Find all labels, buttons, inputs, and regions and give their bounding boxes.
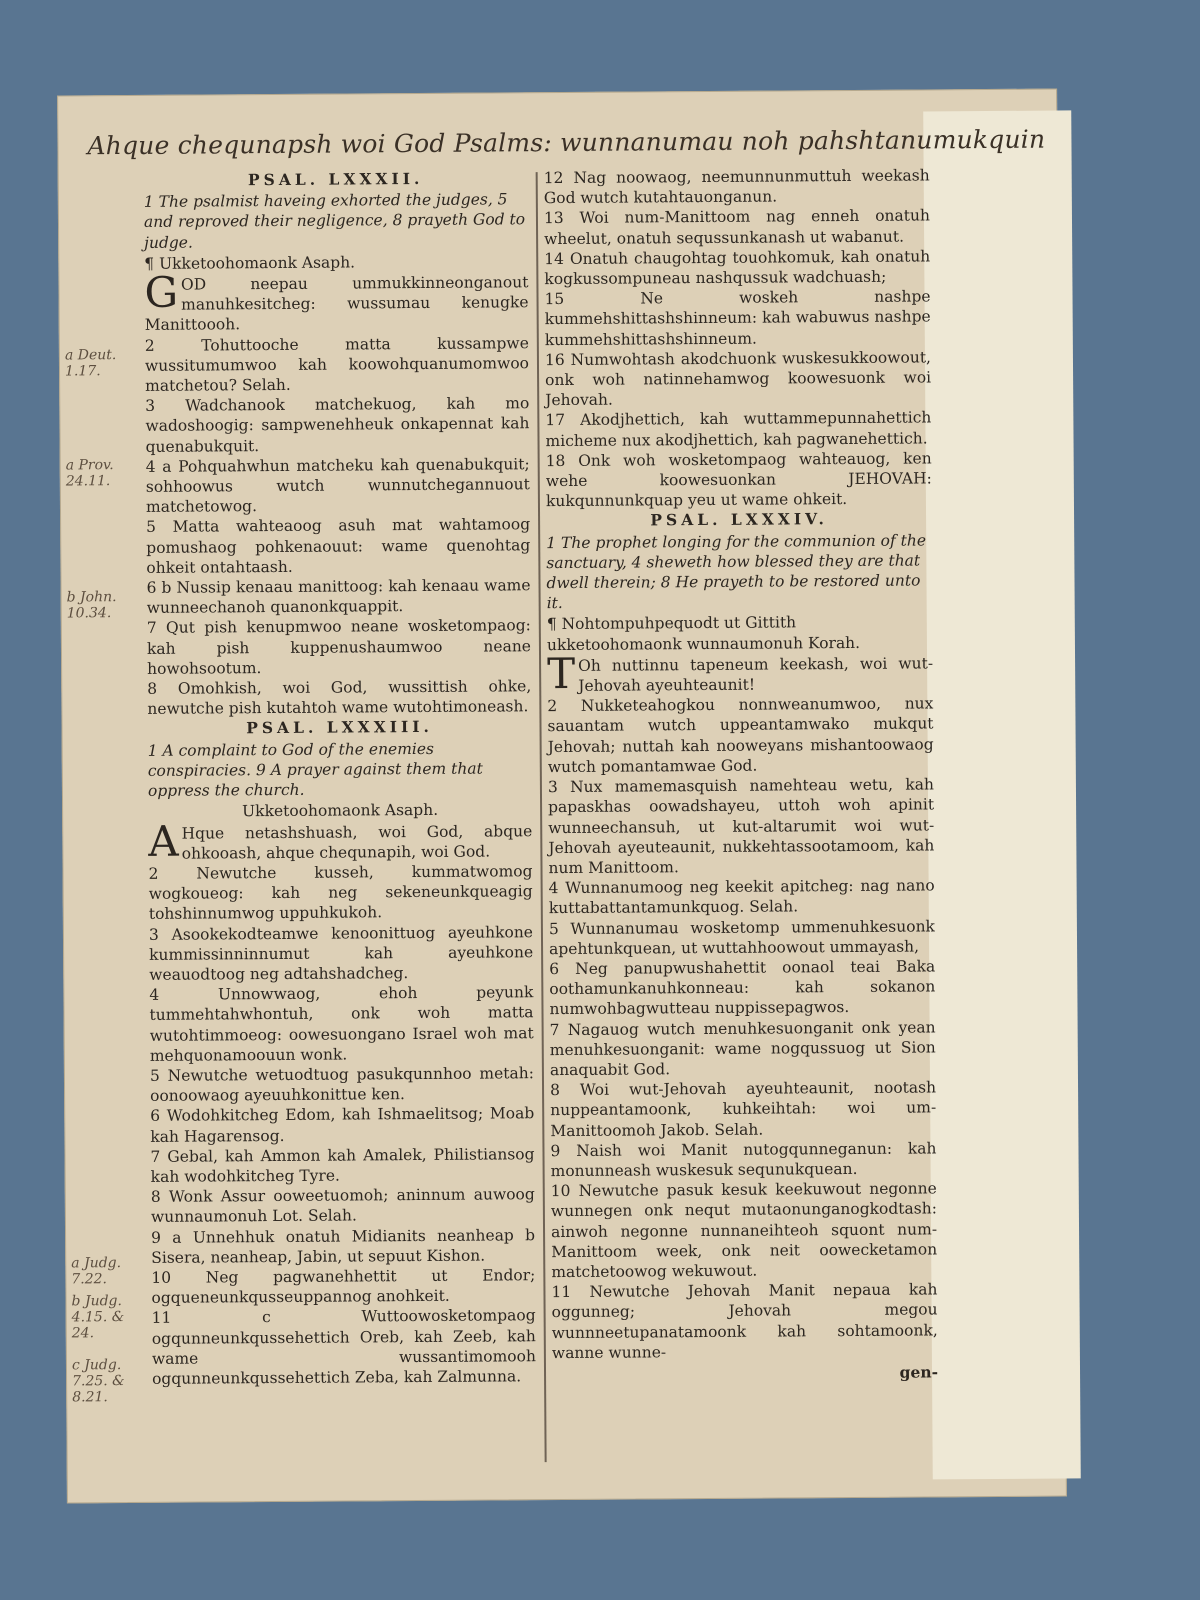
psalm-83-title: Ukketoohomaonk Asaph.	[242, 801, 439, 821]
psalm-83-summary: 1 A complaint to God of the enemies conspiracies. 9 A prayer against them that oppress the church.	[147, 739, 483, 800]
verse: 5 Newutche wetuodtuog pasukqunnhoo metah: oonoowaog ayeuuhkonittue ken.	[149, 1064, 534, 1106]
verse: 2 Nukketeahogkou nonnweanumwoo, nux sauantam wutch uppeantamwako mukqut Jehovah; nuttah kah nooweyans mishantoowaog wutch pomantamwae God.	[547, 694, 934, 776]
right-column	[544, 165, 939, 1400]
psalm-82-title: ¶ Ukketoohomaonk Asaph.	[144, 253, 356, 273]
left-column	[144, 168, 536, 1389]
verse: 3 Wadchanook matchekuog, kah mo wadoshoogig: sampwenehheuk onkapennat kah quenabukquit.	[145, 394, 530, 456]
verse: GOD neepau ummukkinneonganout manuhkesitcheg: wussumau kenugke Manittoooh.	[144, 267, 529, 335]
psalm-84-title: ¶ Nohtompuhpequodt ut Gittith ukketoohomaonk wunnaumonuh Korah.	[546, 613, 861, 654]
verse: 7 Qut pish kenupmwoo neane wosketompaog: kah pish kuppenushaumwoo neane howohsootum.	[146, 616, 532, 678]
verse: AHque netashshuash, woi God, abque ohkooash, ahque chequnapih, woi God.	[148, 816, 533, 866]
margin-note: a Judg. 7.22.	[71, 1255, 122, 1288]
verse: 5 Matta wahteaoog asuh mat wahtamoog pomushaog pohkenaouut: wame quenohtag ohkeit ontahtaash.	[146, 515, 531, 577]
verse: 11 c Wuttoowosketompaog ogqunneunkqussehettich Oreb, kah Zeeb, kah wame wussantimomooh ogqunneunkqussehettich Zeba, kah Zalmunna.	[151, 1306, 536, 1388]
verse: 15 Ne woskeh nashpe kummehshittashshinneum: kah wabuwus nashpe kummehshittashshinneum.	[544, 287, 931, 349]
psalm-84-heading: PSAL. LXXXIV.	[650, 509, 828, 530]
verse: 7 Gebal, kah Ammon kah Amalek, Philistiansog kah wodohkitcheg Tyre.	[150, 1144, 535, 1186]
psalm-82-heading: PSAL. LXXXII.	[247, 168, 424, 190]
verse: 5 Wunnanumau wosketomp ummenuhkesuonk apehtunkquean, ut wuttahhoowout ummayash,	[548, 916, 935, 958]
verse: 8 Woi wut-Jehovah ayeuhteaunit, nootash nuppeantamoonk, kuhkeihtah: woi um-Manittoomoh Jakob. Selah.	[549, 1078, 937, 1140]
verse: 18 Onk woh wosketompaog wahteauog, ken wehe koowesuonkan JEHOVAH: kukqunnunkquap yeu ut wame ohkeit.	[545, 449, 932, 511]
verse: 14 Onatuh chaugohtag touohkomuk, kah onatuh kogkussompuneau nashqussuk wadchuash;	[544, 247, 931, 289]
margin-note: a Prov. 24.11.	[65, 457, 114, 490]
verse: 9 Naish woi Manit nutogqunneganun: kah monunneash wuskesuk sequnukquean.	[550, 1139, 937, 1181]
psalm-84-summary: 1 The prophet longing for the communion of the sanctuary, 4 sheweth how blessed they are that dwell therein; 8 He prayeth to be restored unto it.	[546, 531, 927, 613]
verse: 7 Nagauog wutch menuhkesuonganit onk yean menuhkesuonganit: wame nogqussuog ut Sion anaquabit God.	[549, 1017, 936, 1080]
verse: 4 a Pohquahwhun matcheku kah quenabukquit; sohhoowus wutch wunnutchegannuout matchetowog.	[145, 455, 530, 517]
margin-notes	[63, 95, 143, 1495]
verse: 9 a Unnehhuk onatuh Midianits neanheap b Sisera, neanheap, Jabin, ut sepuut Kishon.	[151, 1225, 536, 1267]
verse: 2 Tohuttooche matta kussampwe wussitumumwoo kah koowohquanumomwoo matchetou? Selah.	[144, 333, 530, 395]
verse: 2 Newutche kusseh, kummatwomog wogkoueog: kah neg sekeneunkqueagig tohshinnumwog uppuhkukoh.	[148, 862, 533, 924]
verse: 10 Newutche pasuk kesuk keekuwout negonne wunnegen onk nequt mutaonunganogkodtash: ainwoh negonne nunnaneihteoh squont num-Manittoom week, onk neit oowecketamon matchetoowog wekuwout.	[550, 1179, 938, 1282]
verse: 12 Nag noowaog, neemunnunmuttuh weekash God wutch kutahtauonganun.	[543, 166, 930, 208]
running-head: Ahque chequnapsh woi God Psalms: wunnanumau noh pahshtanumukquin	[87, 124, 1046, 161]
verse: 4 Wunnanumoog neg keekit apitcheg: nag nano kuttabattantamunkquog. Selah.	[548, 876, 935, 918]
verse: 8 Omohkish, woi God, wussittish ohke, newutche pish kutahtoh wame wutohtimoneash.	[147, 677, 532, 719]
psalm-83-heading: PSAL. LXXXIII.	[246, 717, 433, 738]
psalm-82-summary: 1 The psalmist haveing exhorted the judges, 5 and reproved their negligence, 8 prayeth God to judge.	[143, 190, 526, 252]
margin-note: b Judg. 4.15. & 24.	[71, 1293, 125, 1342]
verse: 3 Asookekodteamwe kenoonittuog ayeuhkone kummissinninnumut kah ayeuhkone weauodtoog neg adtahshadcheg.	[148, 922, 534, 984]
scripture-page	[57, 89, 1067, 1504]
page-margin-strip	[923, 110, 1081, 1479]
verse: 13 Woi num-Manittoom nag enneh onatuh wheelut, onatuh sequssunkanash ut wabanut.	[543, 206, 931, 248]
verse: 6 Wodohkitcheg Edom, kah Ishmaelitsog; Moab kah Hagarensog.	[150, 1104, 535, 1146]
catchword: gen-	[899, 1362, 939, 1382]
verse: 16 Numwohtash akodchuonk wuskesukkoowout, onk woh natinnehamwog koowesuonk woi Jehovah.	[544, 348, 932, 410]
verse: TOh nuttinnu tapeneum keekash, woi wut-Jehovah ayeuhteaunit!	[546, 648, 934, 698]
verse: 4 Unnowwaog, ehoh peyunk tummehtahwhontuh, onk woh matta wutohtimmoeog: oowesuongano Israel woh mat mehquonamoouun wonk.	[149, 983, 534, 1065]
margin-note: c Judg. 7.25. & 8.21.	[71, 1357, 125, 1406]
margin-note: a Deut. 1.17.	[64, 347, 117, 380]
verse: 17 Akodjhettich, kah wuttammepunnahettich micheme nux akodjhettich, kah pagwanehettich.	[545, 408, 932, 450]
verse: 6 Neg panupwushahettit oonaol teai Baka oothamunkanuhkonneau: kah sokanon numwohbagwutteau nuppissepagwos.	[549, 957, 936, 1019]
margin-note: b John. 10.34.	[66, 589, 117, 622]
verse: 8 Wonk Assur ooweetuomoh; aninnum auwoog wunnaumonuh Lot. Selah.	[150, 1185, 535, 1227]
verse: 3 Nux mamemasquish namehteau wetu, kah papaskhas oowadshayeu, uttoh woh apinit wunneechansuh, ut kut-altarumit woi wut-Jehovah ayeuteaunit, nukkehtassootamoom, kah num Manittoom.	[547, 775, 935, 878]
verse: 10 Neg pagwanehhettit ut Endor; ogqueneunkqusseuppannog anohkeit.	[151, 1266, 536, 1308]
verse: 11 Newutche Jehovah Manit nepaua kah oggunneg; Jehovah megou wunnneetupanatamoonk kah sohtamoonk, wanne wunne-	[551, 1280, 938, 1362]
verse: 6 b Nussip kenaau manittoog: kah kenaau wame wunneechanoh quanonkquappit.	[146, 576, 531, 618]
